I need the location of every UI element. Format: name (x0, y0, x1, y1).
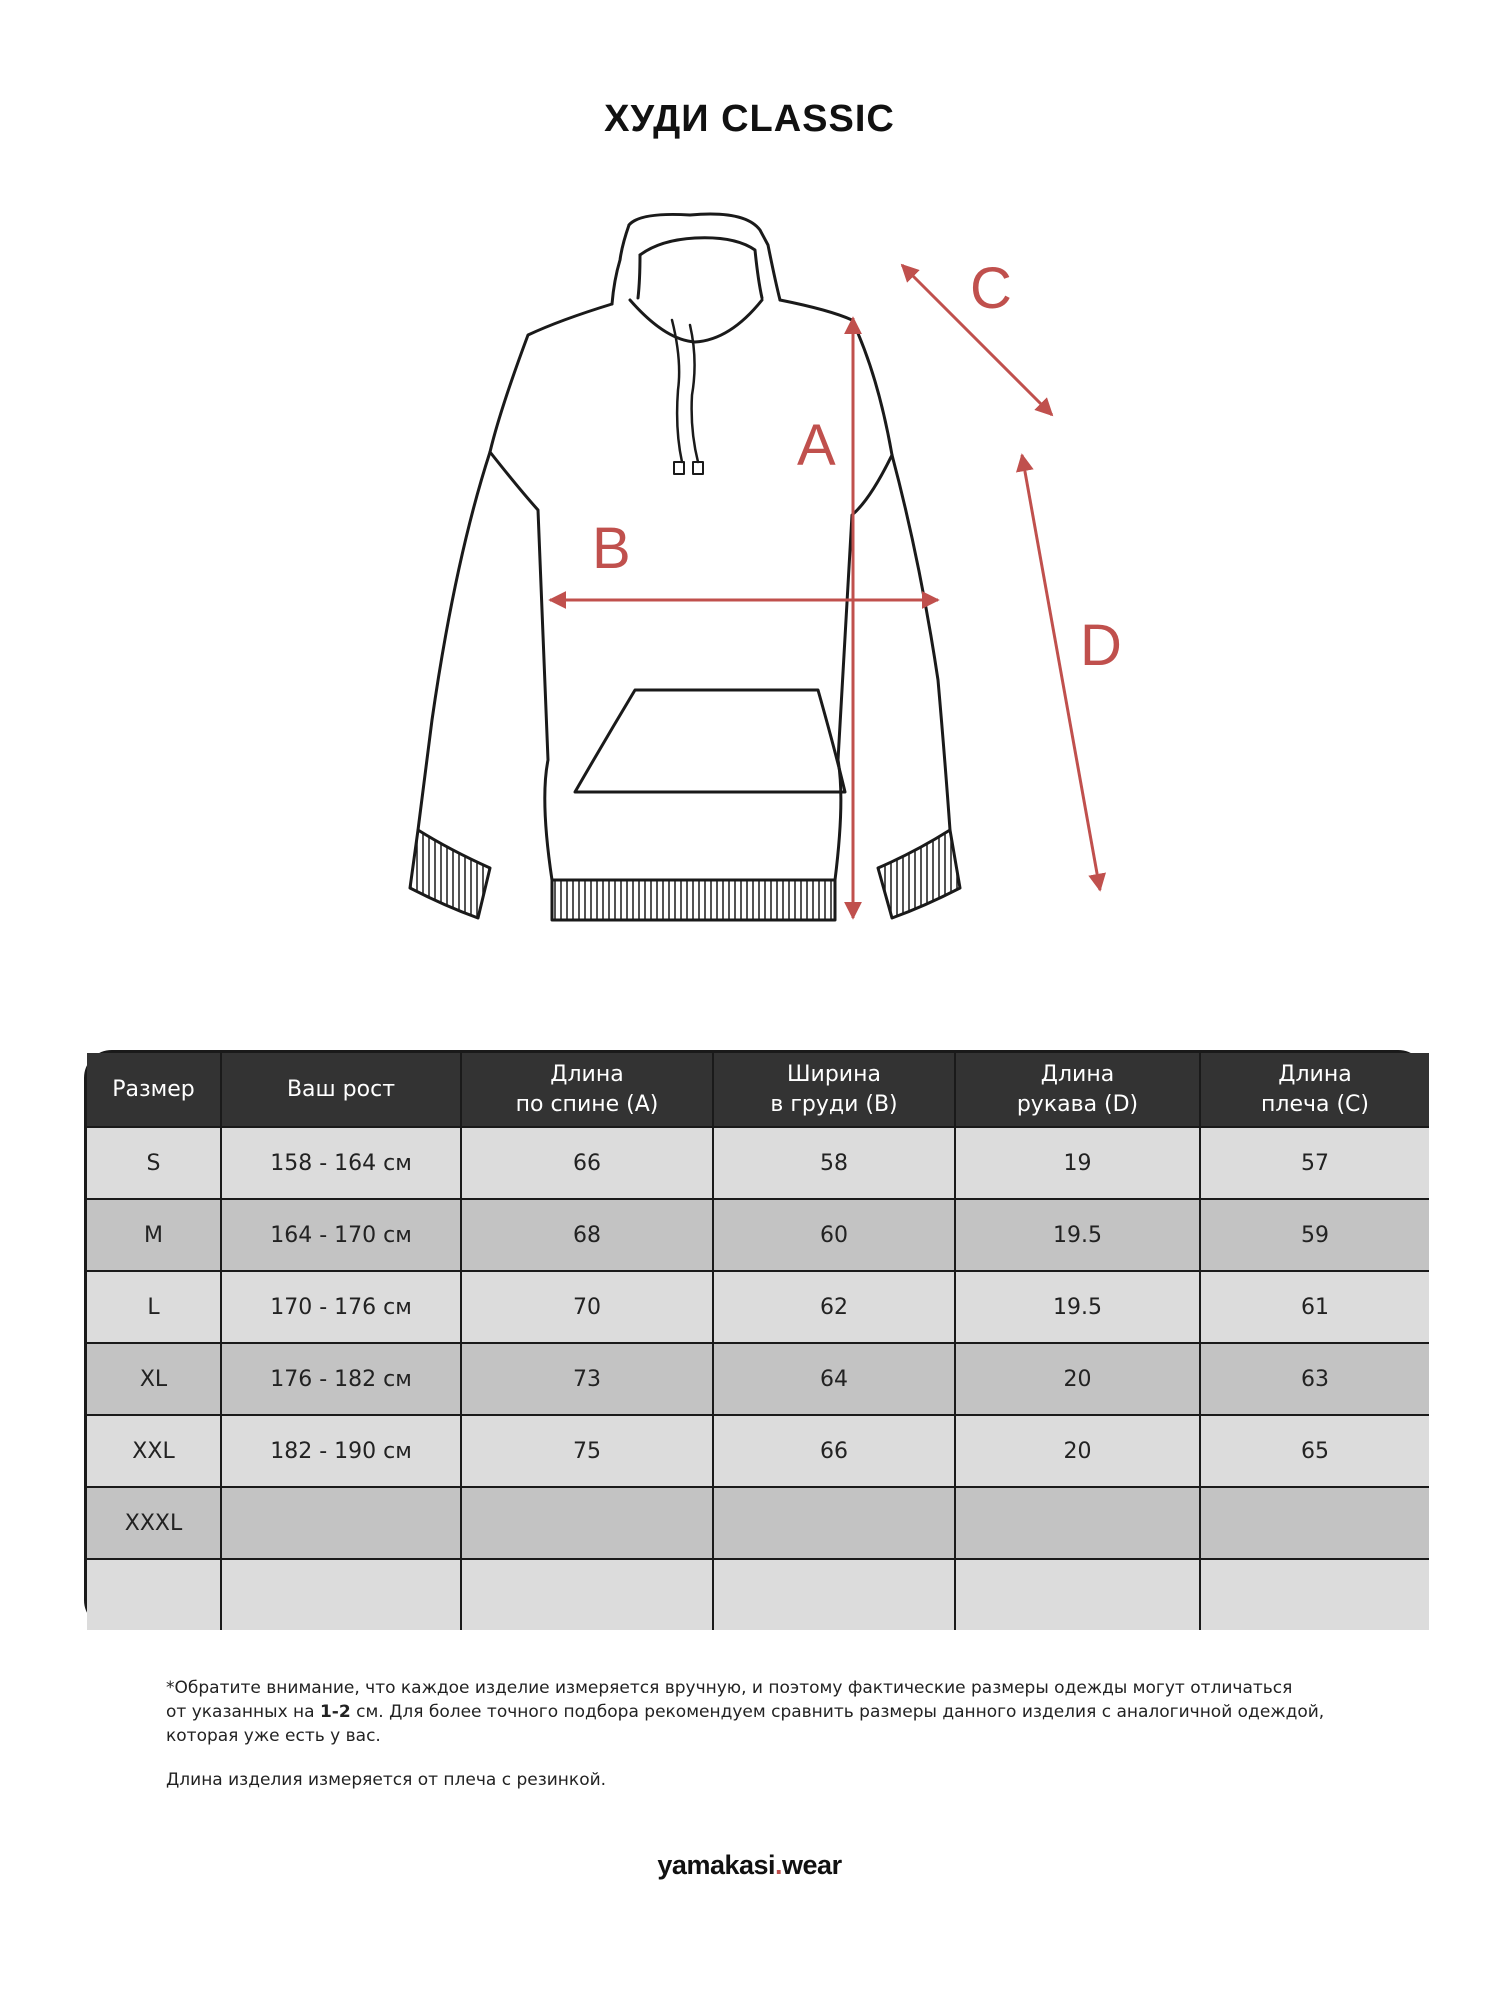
cell-size (87, 1559, 221, 1630)
label-b: B (592, 516, 631, 581)
cell-chest-width (713, 1559, 955, 1630)
cell-sleeve-length (955, 1487, 1200, 1559)
cell-chest-width: 60 (713, 1199, 955, 1271)
cell-size: XXXL (87, 1487, 221, 1559)
table-row (87, 1559, 1429, 1630)
label-a: A (797, 413, 836, 478)
measurement-note (166, 1676, 1366, 1748)
cell-shoulder-length (1200, 1559, 1429, 1630)
cell-size: S (87, 1127, 221, 1199)
cell-shoulder-length: 65 (1200, 1415, 1429, 1487)
cell-sleeve-length: 20 (955, 1415, 1200, 1487)
header-height: Ваш рост (221, 1053, 461, 1127)
header-size: Размер (87, 1053, 221, 1127)
cell-back-length (461, 1559, 713, 1630)
table-row (87, 1271, 1429, 1343)
cell-shoulder-length (1200, 1487, 1429, 1559)
size-table (87, 1053, 1429, 1630)
cell-chest-width: 58 (713, 1127, 955, 1199)
cell-height: 170 - 176 см (221, 1271, 461, 1343)
hoodie-outline (410, 214, 960, 920)
cell-size: XXL (87, 1415, 221, 1487)
cell-back-length: 70 (461, 1271, 713, 1343)
label-d: D (1080, 613, 1122, 678)
size-table-container (84, 1050, 1426, 1628)
cell-height: 164 - 170 см (221, 1199, 461, 1271)
cell-chest-width: 64 (713, 1343, 955, 1415)
cell-sleeve-length: 19 (955, 1127, 1200, 1199)
cell-height: 176 - 182 см (221, 1343, 461, 1415)
cell-chest-width: 62 (713, 1271, 955, 1343)
header-back-length: Длина по спине (A) (461, 1053, 713, 1127)
cell-size: L (87, 1271, 221, 1343)
cell-sleeve-length: 19.5 (955, 1199, 1200, 1271)
cell-chest-width: 66 (713, 1415, 955, 1487)
cell-shoulder-length: 57 (1200, 1127, 1429, 1199)
table-row (87, 1127, 1429, 1199)
table-row (87, 1343, 1429, 1415)
cell-height (221, 1487, 461, 1559)
cell-height: 182 - 190 см (221, 1415, 461, 1487)
header-shoulder-length: Длина плеча (C) (1200, 1053, 1429, 1127)
note-line-2-end: см. Для более точного подбора рекомендуем сравнить размеры данного изделия с аналогичной одеждой, (350, 1702, 1325, 1722)
cell-shoulder-length: 61 (1200, 1271, 1429, 1343)
note-line-3: которая уже есть у вас. (166, 1726, 381, 1746)
cell-shoulder-length: 63 (1200, 1343, 1429, 1415)
cell-back-length: 73 (461, 1343, 713, 1415)
note-line-2-start: от указанных на (166, 1702, 320, 1722)
cell-back-length: 68 (461, 1199, 713, 1271)
note-line-2-bold: 1-2 (319, 1702, 351, 1722)
cell-back-length (461, 1487, 713, 1559)
cell-sleeve-length: 20 (955, 1343, 1200, 1415)
cell-back-length: 66 (461, 1127, 713, 1199)
measurement-lines (550, 265, 1100, 918)
cell-sleeve-length (955, 1559, 1200, 1630)
label-c: C (970, 256, 1012, 321)
cell-back-length: 75 (461, 1415, 713, 1487)
header-sleeve-length: Длина рукава (D) (955, 1053, 1200, 1127)
length-note: Длина изделия измеряется от плеча с резинкой. (166, 1770, 607, 1790)
cell-sleeve-length: 19.5 (955, 1271, 1200, 1343)
table-row (87, 1487, 1429, 1559)
hoodie-diagram (390, 200, 1122, 940)
table-row (87, 1199, 1429, 1271)
table-row (87, 1415, 1429, 1487)
cell-height: 158 - 164 см (221, 1127, 461, 1199)
table-header-row (87, 1053, 1429, 1127)
header-chest-width: Ширина в груди (B) (713, 1053, 955, 1127)
brand-logo: yamakasi.wear (657, 1850, 842, 1880)
cell-size: XL (87, 1343, 221, 1415)
note-line-1: *Обратите внимание, что каждое изделие измеряется вручную, и поэтому фактические размеры одежды могут отличаться (166, 1678, 1293, 1698)
cell-height (221, 1559, 461, 1630)
cell-size: M (87, 1199, 221, 1271)
cell-chest-width (713, 1487, 955, 1559)
cell-shoulder-length: 59 (1200, 1199, 1429, 1271)
page-title: ХУДИ CLASSIC (604, 98, 895, 140)
